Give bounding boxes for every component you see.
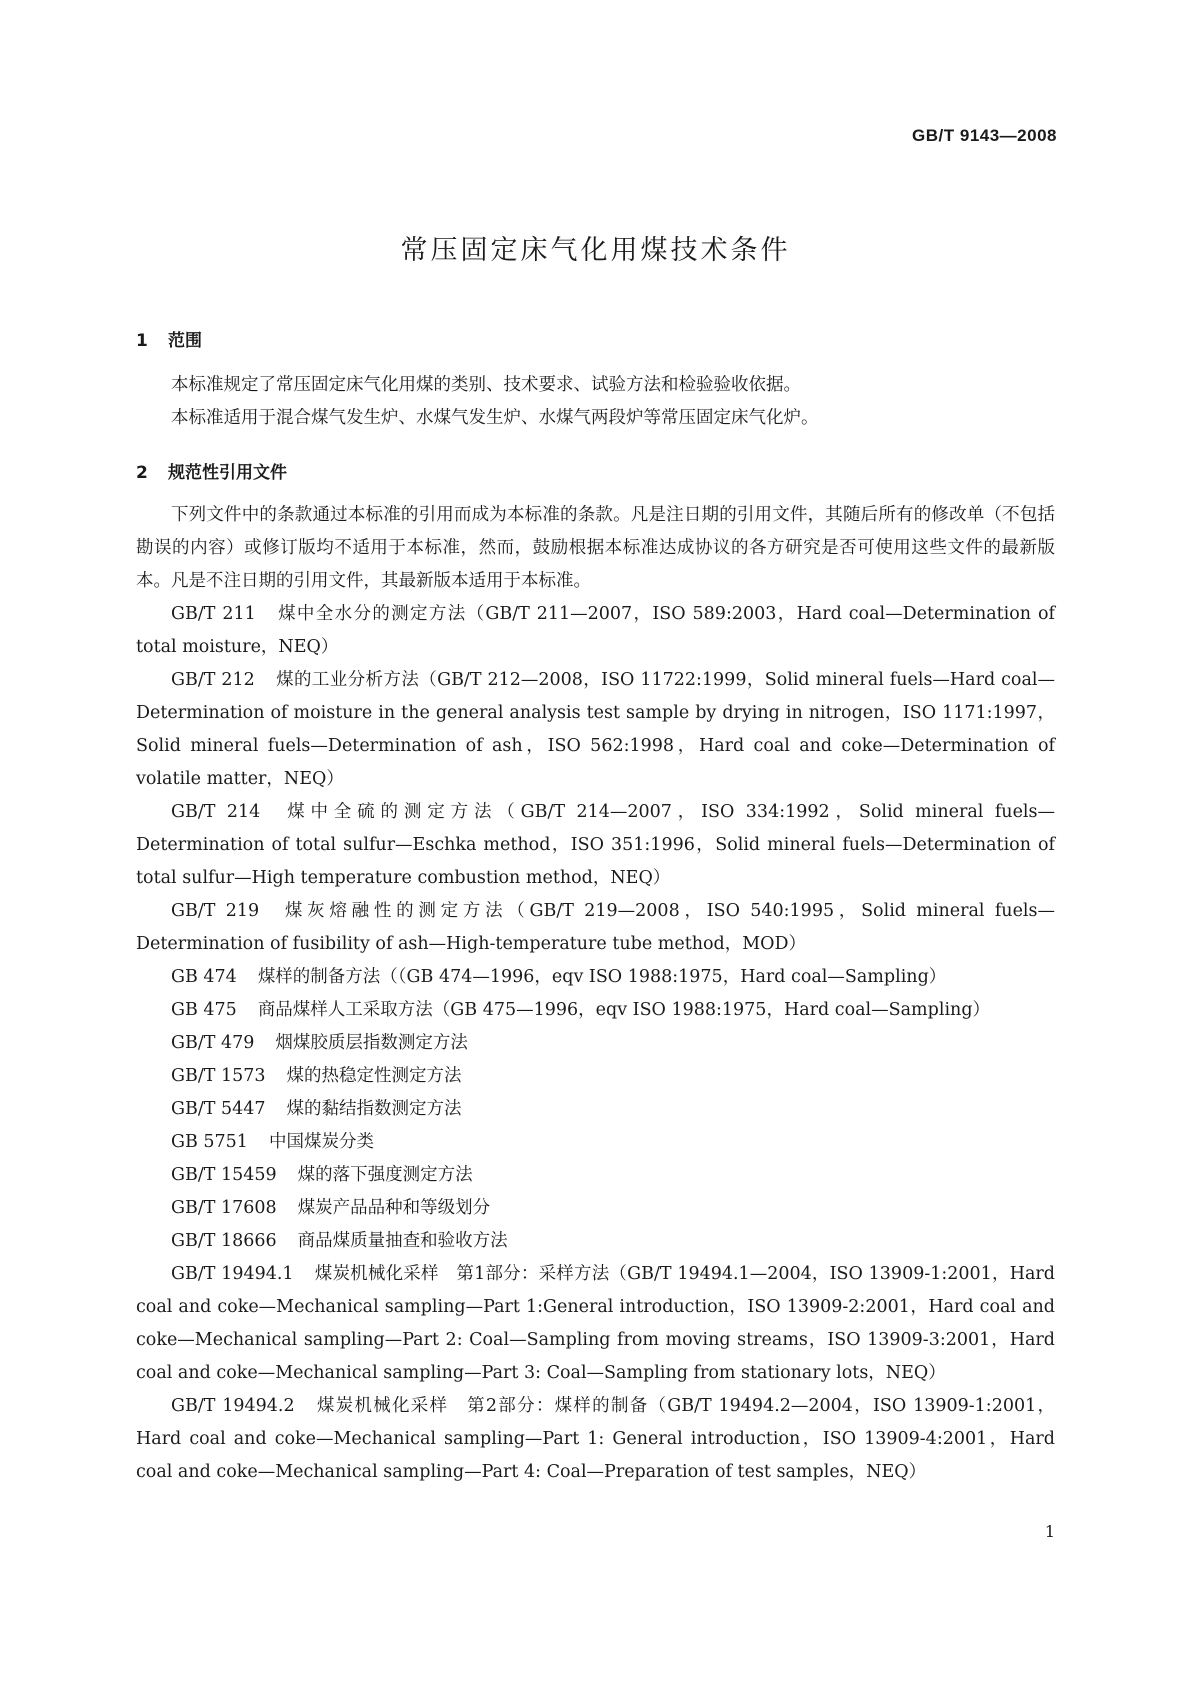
reference-item [136, 1390, 1055, 1489]
reference-code: GB/T 19494.1 [171, 1264, 294, 1284]
paragraph: 本标准规定了常压固定床气化用煤的类别、技术要求、试验方法和检验验收依据。 [171, 375, 801, 395]
reference-code: GB/T 17608 [171, 1198, 277, 1218]
document-title: 常压固定床气化用煤技术条件 [400, 235, 791, 266]
paragraph: 下列文件中的条款通过本标准的引用而成为本标准的条款。凡是注日期的引用文件，其随后所有的修改单（不包括勘误的内容）或修订版均不适用于本标准，然而，鼓励根据本标准达成协议的各方研究是否可使用这些文件的最新版本。凡是不注日期的引用文件，其最新版本适用于本标准。 [136, 505, 1055, 591]
reference-item [136, 1192, 1055, 1225]
reference-text: 煤中全水分的测定方法（GB/T 211—2007，ISO 589:2003，Hard coal—Determination of total moisture，NEQ） [136, 604, 1056, 657]
reference-code: GB 475 [171, 1000, 237, 1020]
section-title: 规范性引用文件 [168, 463, 287, 483]
reference-code: GB/T 219 [171, 901, 260, 921]
normative-references-body [136, 499, 1055, 1489]
reference-item [136, 994, 1055, 1027]
section-title: 范围 [168, 331, 202, 351]
page-number: 1 [1044, 1522, 1055, 1541]
reference-code: GB 5751 [171, 1132, 248, 1152]
section-heading-normative-references [136, 458, 287, 483]
reference-code: GB/T 479 [171, 1033, 255, 1053]
reference-item [136, 1159, 1055, 1192]
reference-text: 煤中全硫的测定方法（GB/T 214—2007，ISO 334:1992，Solid mineral fuels—Determination of total sulfur—Eschka method，ISO 351:1996，Solid mineral fuels—Determination of total sulfur—High temperature combustion method，NEQ） [136, 802, 1055, 888]
section-number: 1 [136, 331, 148, 351]
reference-item [136, 1060, 1055, 1093]
reference-text: 煤炭产品品种和等级划分 [297, 1198, 491, 1218]
reference-text: 煤炭机械化采样 第2部分：煤样的制备（GB/T 19494.2—2004，ISO 13909-1:2001，Hard coal and coke—Mechanical sampling—Part 1: General introduction，ISO 13909-4:2001，Hard coal and coke—Mechanical sampling—Part 4: Coal—Preparation of test samples，NEQ） [136, 1396, 1056, 1482]
reference-code: GB/T 214 [171, 802, 261, 822]
reference-item [136, 1258, 1055, 1390]
reference-item [136, 961, 1055, 994]
reference-code: GB/T 15459 [171, 1165, 277, 1185]
reference-item [136, 664, 1055, 796]
reference-text: 煤炭机械化采样 第1部分：采样方法（GB/T 19494.1—2004，ISO 13909-1:2001，Hard coal and coke—Mechanical sampling—Part 1:General introduction，ISO 13909-2:2001，Hard coal and coke—Mechanical sampling—Part 2: Coal—Sampling from moving streams，ISO 13909-3:2001，Hard coal and coke—Mechanical sampling—Part 3: Coal—Sampling from stationary lots，NEQ） [136, 1264, 1055, 1383]
section-number: 2 [136, 463, 148, 483]
reference-text: 商品煤质量抽查和验收方法 [297, 1231, 508, 1251]
reference-item [136, 1027, 1055, 1060]
reference-text: 煤样的制备方法（（GB 474—1996，eqv ISO 1988:1975，Hard coal—Sampling） [257, 967, 947, 987]
reference-text: 中国煤炭分类 [268, 1132, 374, 1152]
reference-code: GB/T 19494.2 [171, 1396, 295, 1416]
standard-code: GB/T 9143—2008 [912, 126, 1057, 145]
reference-item [136, 1225, 1055, 1258]
reference-code: GB 474 [171, 967, 237, 987]
scope-body [136, 369, 1055, 435]
reference-item [136, 598, 1055, 664]
reference-code: GB/T 211 [171, 604, 256, 624]
reference-code: GB/T 18666 [171, 1231, 277, 1251]
reference-text: 煤灰熔融性的测定方法（GB/T 219—2008，ISO 540:1995，Solid mineral fuels—Determination of fusibility of ash—High-temperature tube method，MOD） [136, 901, 1056, 954]
reference-code: GB/T 5447 [171, 1099, 266, 1119]
section-heading-scope [136, 326, 202, 351]
reference-item [136, 1093, 1055, 1126]
reference-item [136, 895, 1055, 961]
reference-text: 煤的工业分析方法（GB/T 212—2008，ISO 11722:1999，Solid mineral fuels—Hard coal—Determination of moisture in the general analysis test sample by drying in nitrogen，ISO 1171:1997，Solid mineral fuels—Determination of ash，ISO 562:1998，Hard coal and coke—Determination of volatile matter，NEQ） [136, 670, 1055, 789]
reference-text: 煤的落下强度测定方法 [297, 1165, 473, 1185]
reference-text: 烟煤胶质层指数测定方法 [275, 1033, 468, 1053]
reference-code: GB/T 212 [171, 670, 255, 690]
reference-text: 商品煤样人工采取方法（GB 475—1996，eqv ISO 1988:1975，Hard coal—Sampling） [257, 1000, 991, 1020]
reference-code: GB/T 1573 [171, 1066, 266, 1086]
reference-item [136, 1126, 1055, 1159]
paragraph: 本标准适用于混合煤气发生炉、水煤气发生炉、水煤气两段炉等常压固定床气化炉。 [171, 408, 819, 428]
reference-item [136, 796, 1055, 895]
reference-text: 煤的热稳定性测定方法 [286, 1066, 462, 1086]
reference-text: 煤的黏结指数测定方法 [286, 1099, 462, 1119]
